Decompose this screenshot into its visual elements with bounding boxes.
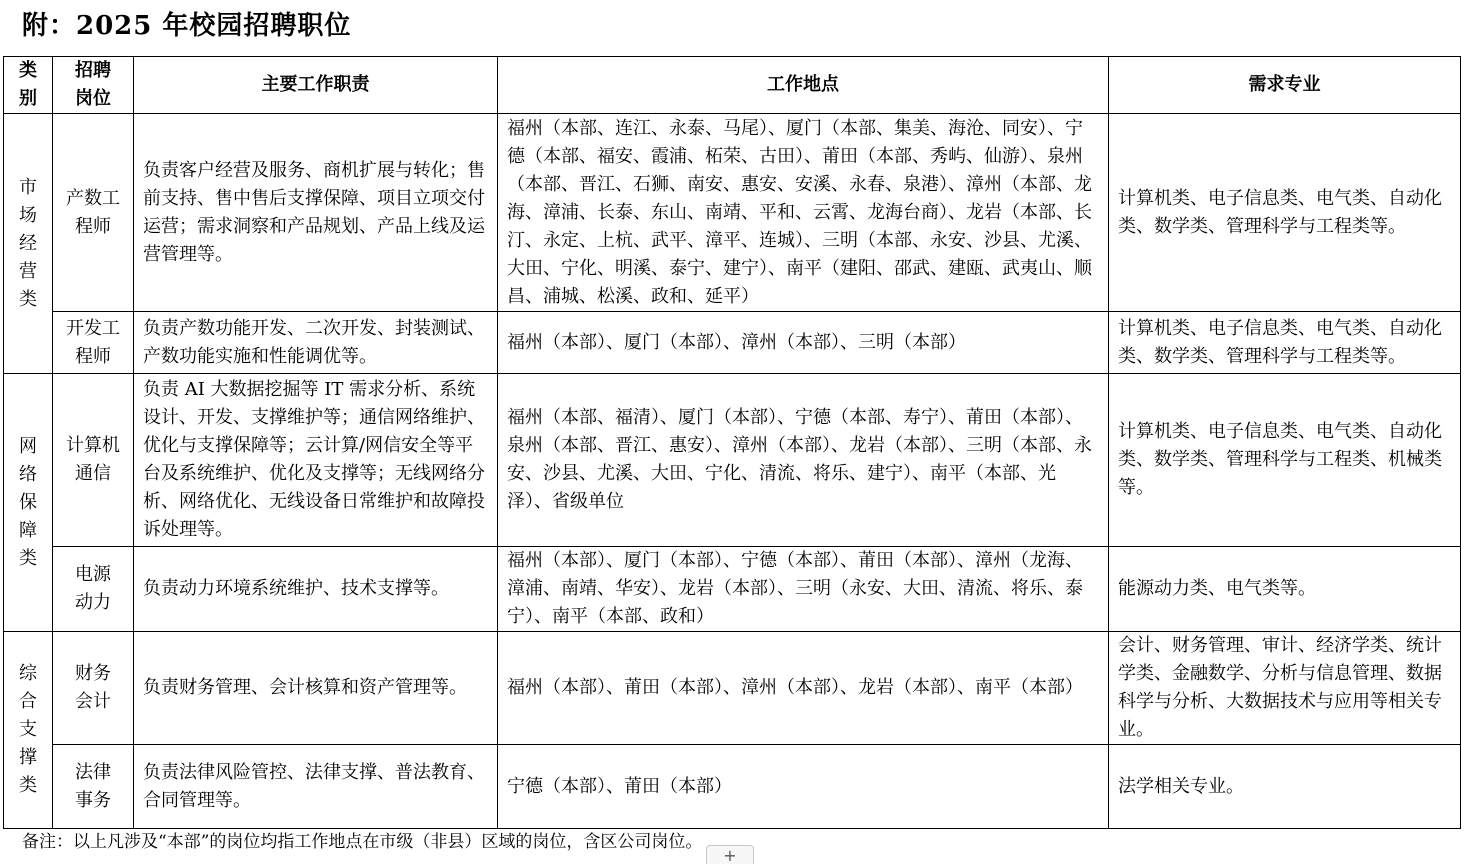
table-row bbox=[4, 547, 1461, 632]
header-location: 工作地点 bbox=[498, 57, 1109, 114]
majors-cell: 计算机类、电子信息类、电气类、自动化类、数学类、管理科学与工程类、机械类等。 bbox=[1109, 374, 1461, 547]
majors-cell: 能源动力类、电气类等。 bbox=[1109, 547, 1461, 632]
header-category: 类别 bbox=[4, 57, 53, 114]
add-tab-button[interactable]: + bbox=[706, 845, 754, 864]
location-cell: 福州（本部）、厦门（本部）、漳州（本部）、三明（本部） bbox=[498, 312, 1109, 374]
majors-cell: 会计、财务管理、审计、经济学类、统计学类、金融数学、分析与信息管理、数据科学与分析、大数据技术与应用等相关专业。 bbox=[1109, 632, 1461, 745]
location-cell: 福州（本部、连江、永泰、马尾）、厦门（本部、集美、海沧、同安）、宁德（本部、福安、霞浦、柘荣、古田）、莆田（本部、秀屿、仙游）、泉州（本部、晋江、石狮、南安、惠安、安溪、永春、泉港）、漳州（本部、龙海、漳浦、长泰、东山、南靖、平和、云霄、龙海台商）、龙岩（本部、长汀、永定、上杭、武平、漳平、连城）、三明（本部、永安、沙县、尤溪、大田、宁化、明溪、泰宁、建宁）、南平（建阳、邵武、建瓯、武夷山、顺昌、浦城、松溪、政和、延平） bbox=[498, 114, 1109, 312]
position-cell: 开发工程师 bbox=[53, 312, 134, 374]
location-cell: 福州（本部）、莆田（本部）、漳州（本部）、龙岩（本部）、南平（本部） bbox=[498, 632, 1109, 745]
category-cell: 市场经营类 bbox=[4, 114, 53, 374]
position-cell: 法律事务 bbox=[53, 745, 134, 829]
category-cell: 网络保障类 bbox=[4, 374, 53, 632]
location-cell: 福州（本部）、厦门（本部）、宁德（本部）、莆田（本部）、漳州（龙海、漳浦、南靖、华安）、龙岩（本部）、三明（永安、大田、清流、将乐、泰宁）、南平（本部、政和） bbox=[498, 547, 1109, 632]
header-position: 招聘岗位 bbox=[53, 57, 134, 114]
table-row bbox=[4, 632, 1461, 745]
page-title: 附：2025 年校园招聘职位 bbox=[22, 11, 352, 41]
header-row bbox=[4, 57, 1461, 114]
table-row bbox=[4, 114, 1461, 312]
positions-table bbox=[3, 56, 1461, 829]
duties-cell: 负责财务管理、会计核算和资产管理等。 bbox=[134, 632, 498, 745]
location-cell: 宁德（本部）、莆田（本部） bbox=[498, 745, 1109, 829]
table-row bbox=[4, 312, 1461, 374]
duties-cell: 负责 AI 大数据挖掘等 IT 需求分析、系统设计、开发、支撑维护等；通信网络维护、优化与支撑保障等；云计算/网信安全等平台及系统维护、优化及支撑等；无线网络分析、网络优化、无线设备日常维护和故障投诉处理等。 bbox=[134, 374, 498, 547]
footnote: 备注：以上凡涉及“本部”的岗位均指工作地点在市级（非县）区域的岗位，含区公司岗位。 bbox=[22, 832, 703, 852]
duties-cell: 负责产数功能开发、二次开发、封装测试、产数功能实施和性能调优等。 bbox=[134, 312, 498, 374]
table-row bbox=[4, 745, 1461, 829]
majors-cell: 计算机类、电子信息类、电气类、自动化类、数学类、管理科学与工程类等。 bbox=[1109, 312, 1461, 374]
location-cell: 福州（本部、福清）、厦门（本部）、宁德（本部、寿宁）、莆田（本部）、泉州（本部、晋江、惠安）、漳州（本部）、龙岩（本部）、三明（本部、永安、沙县、尤溪、大田、宁化、清流、将乐、建宁）、南平（本部、光泽）、省级单位 bbox=[498, 374, 1109, 547]
position-cell: 产数工程师 bbox=[53, 114, 134, 312]
duties-cell: 负责动力环境系统维护、技术支撑等。 bbox=[134, 547, 498, 632]
majors-cell: 计算机类、电子信息类、电气类、自动化类、数学类、管理科学与工程类等。 bbox=[1109, 114, 1461, 312]
position-cell: 计算机通信 bbox=[53, 374, 134, 547]
header-duties: 主要工作职责 bbox=[134, 57, 498, 114]
table-row bbox=[4, 374, 1461, 547]
duties-cell: 负责法律风险管控、法律支撑、普法教育、合同管理等。 bbox=[134, 745, 498, 829]
header-majors: 需求专业 bbox=[1109, 57, 1461, 114]
duties-cell: 负责客户经营及服务、商机扩展与转化；售前支持、售中售后支撑保障、项目立项交付运营；需求洞察和产品规划、产品上线及运营管理等。 bbox=[134, 114, 498, 312]
category-cell: 综合支撑类 bbox=[4, 632, 53, 829]
position-cell: 电源动力 bbox=[53, 547, 134, 632]
majors-cell: 法学相关专业。 bbox=[1109, 745, 1461, 829]
position-cell: 财务会计 bbox=[53, 632, 134, 745]
